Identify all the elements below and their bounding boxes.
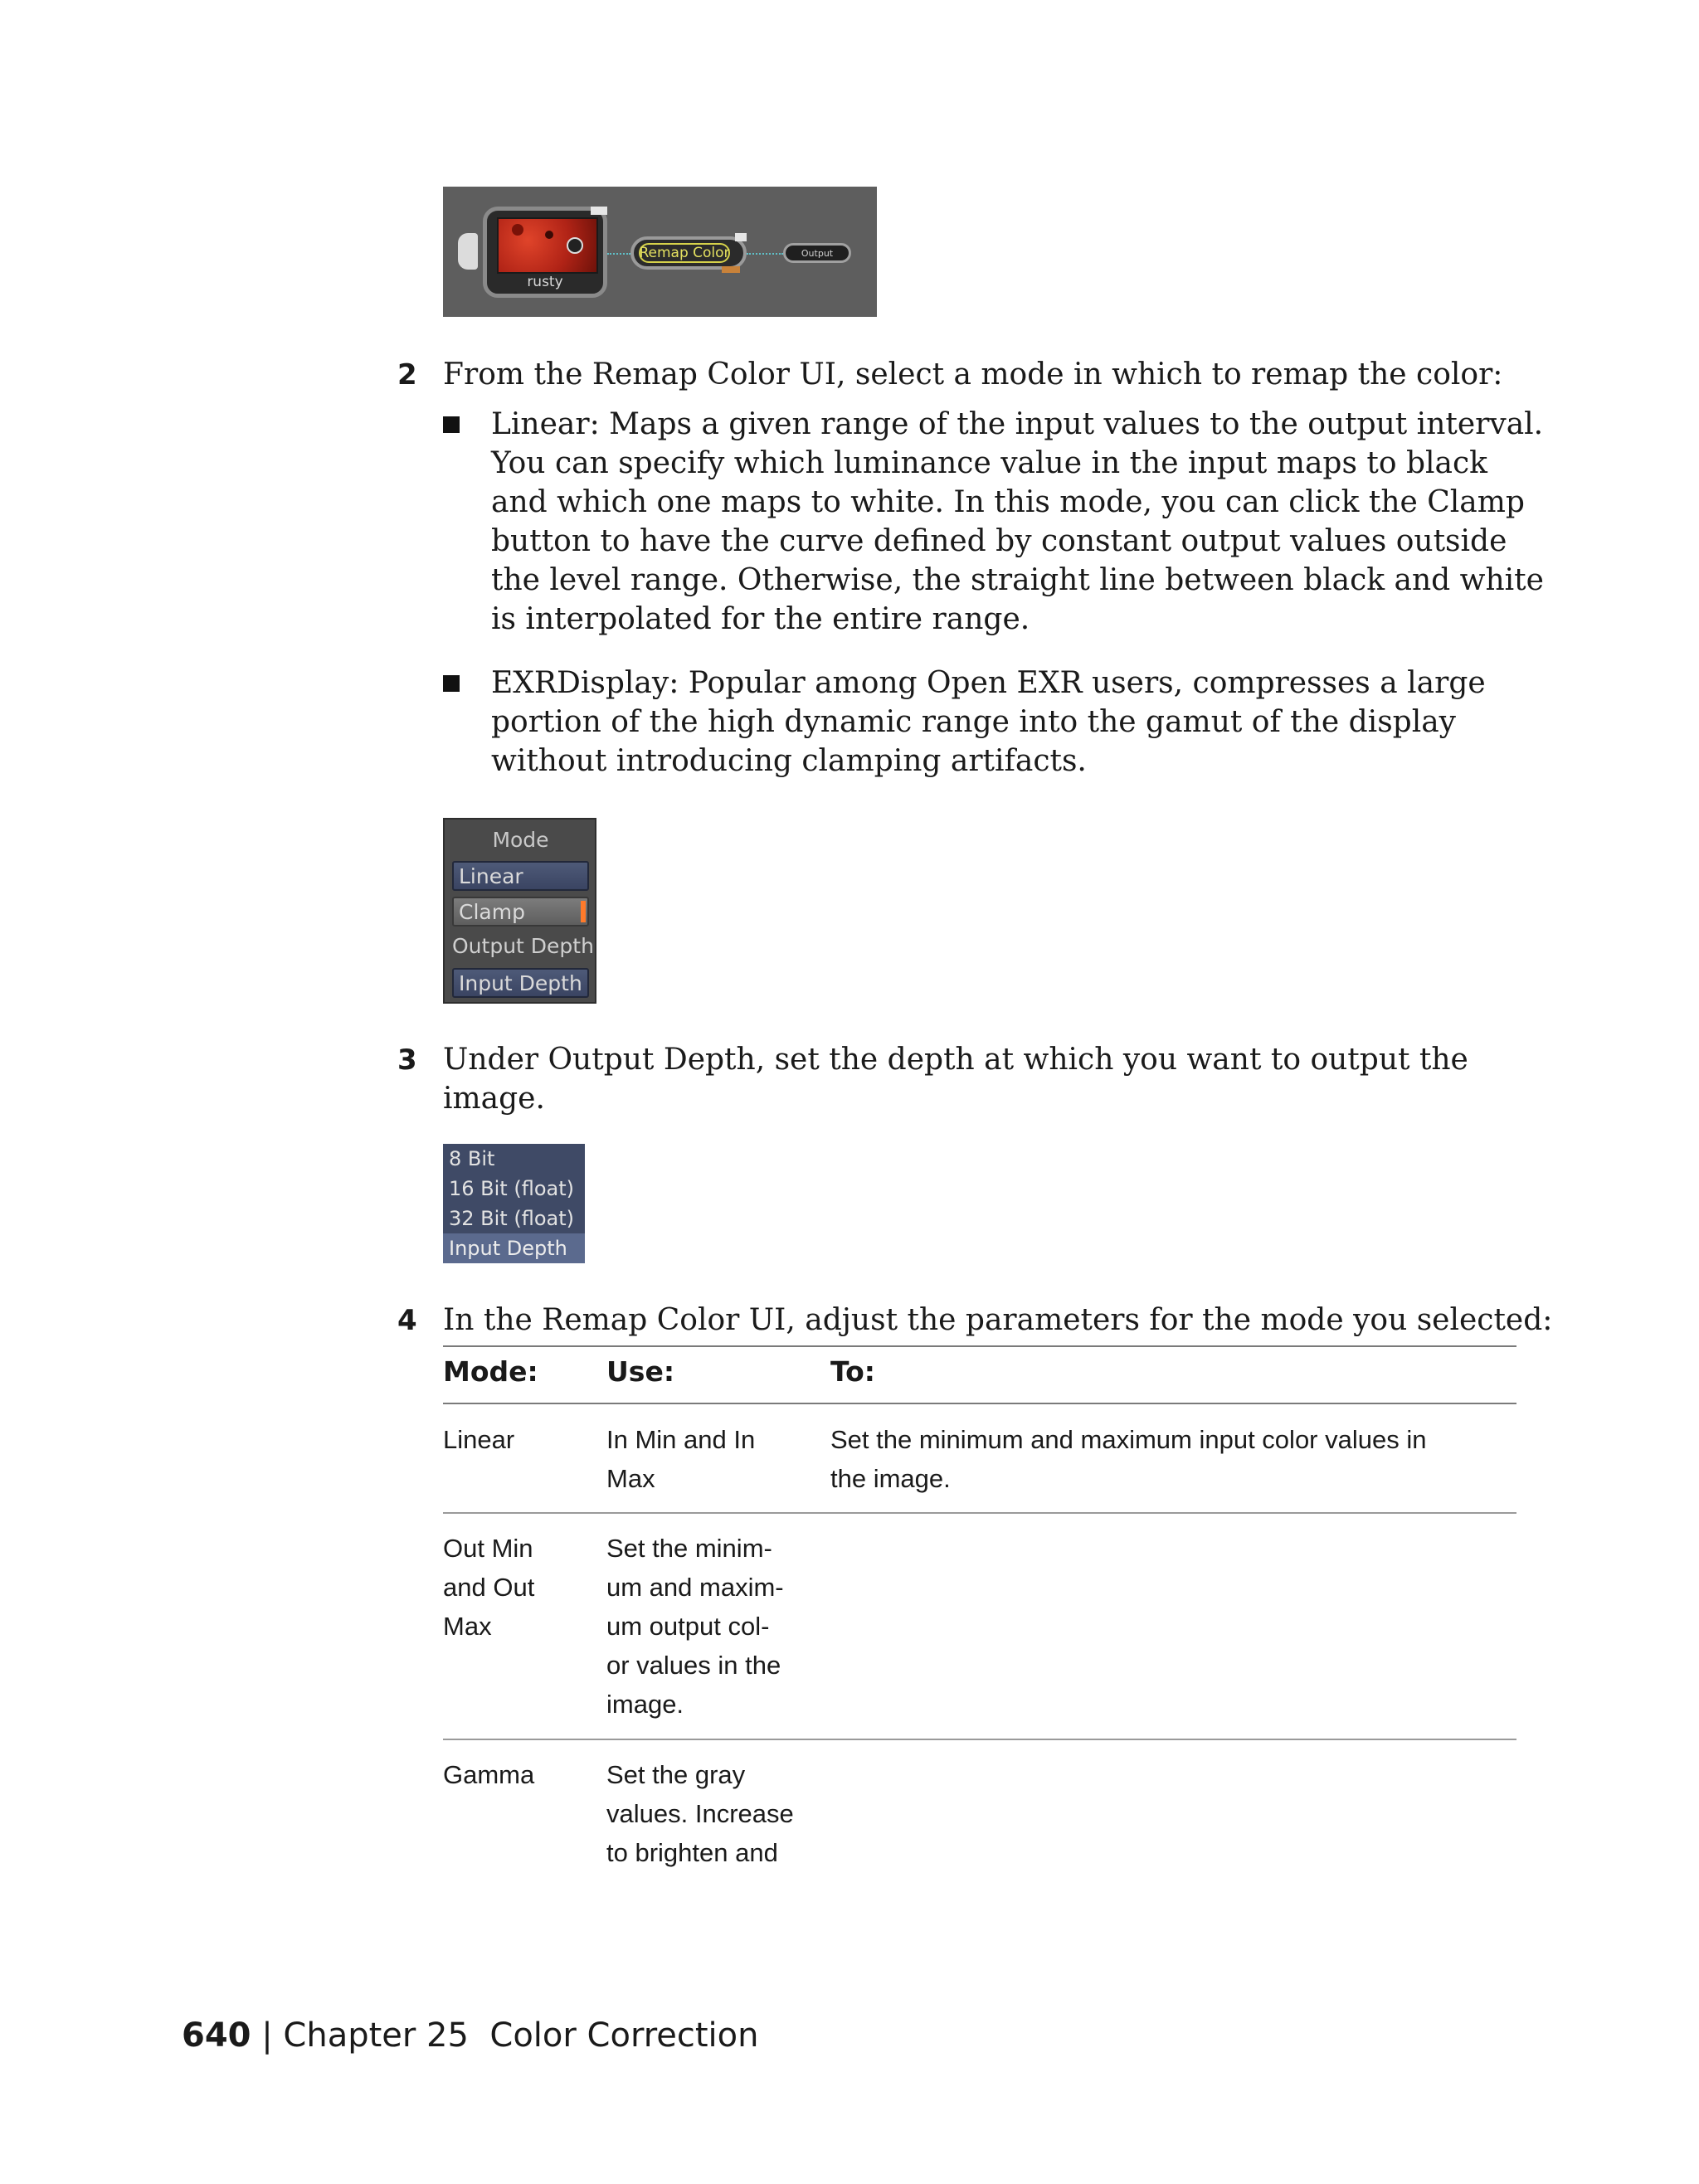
- footer-chapter: Chapter 25: [283, 2016, 469, 2055]
- table-rule-row: [443, 1739, 1516, 1740]
- depth-option-16bit[interactable]: 16 Bit (float): [449, 1177, 574, 1200]
- table-rule-row: [443, 1512, 1516, 1514]
- step-text: From the Remap Color UI, select a mode in which to remap the color:: [443, 358, 1503, 392]
- table-header-use: Use:: [606, 1355, 675, 1388]
- clamp-label: Clamp: [459, 900, 525, 924]
- output-node[interactable]: Output: [783, 243, 851, 263]
- remap-color-label: Remap Color: [639, 245, 730, 261]
- input-depth-button[interactable]: Input Depth: [452, 968, 589, 998]
- page-number: 640: [182, 2016, 251, 2055]
- clip-output-tab: [591, 207, 607, 215]
- remap-indicator: [722, 266, 740, 273]
- clip-input-tab: [458, 233, 478, 270]
- output-depth-list: [443, 1144, 585, 1263]
- step-number: 2: [397, 358, 417, 392]
- bullet-marker: [443, 416, 460, 433]
- bullet-text-linear: Linear: Maps a given range of the input values to the output interval. You can specify which luminance value in the input maps to black and which one maps to white. In this mode, you can click the Clamp button to have the curve defined by constant output values outside the level range. Otherwise, the straight line between black and white is interpolated for the entire range.: [491, 407, 1544, 636]
- mode-panel: [443, 818, 596, 1004]
- table-header-mode: Mode:: [443, 1355, 538, 1388]
- page-footer: [182, 2016, 759, 2055]
- step-text: In the Remap Color UI, adjust the parameters for the mode you selected:: [443, 1303, 1553, 1337]
- bullet-text-exrdisplay: EXRDisplay: Popular among Open EXR users, compresses a large portion of the high dynamic range into the gamut of the display without introducing clamping artifacts.: [491, 666, 1486, 778]
- output-depth-label: Output Depth: [452, 934, 594, 958]
- clamp-indicator: [581, 901, 586, 922]
- depth-option-32bit[interactable]: 32 Bit (float): [449, 1207, 574, 1230]
- table-rule-header: [443, 1403, 1516, 1404]
- link-line: [607, 253, 630, 255]
- mode-linear-button[interactable]: Linear: [452, 861, 589, 891]
- depth-option-input-depth[interactable]: Input Depth: [443, 1233, 585, 1263]
- table-row: Linear: [443, 1425, 515, 1454]
- table-row: Out Min and Out Max: [443, 1534, 535, 1641]
- table-row: Gamma: [443, 1760, 535, 1789]
- node-graph-screenshot: [443, 187, 877, 317]
- clip-node-rusty[interactable]: [483, 207, 607, 298]
- table-cell-to: Set the minimum and maximum input color values in the image.: [830, 1425, 1427, 1493]
- table-header-to: To:: [830, 1355, 875, 1388]
- bullet-marker: [443, 675, 460, 692]
- mode-title: Mode: [492, 828, 549, 852]
- table-cell-use: Set the gray values. Increase to brighten and: [606, 1760, 794, 1867]
- clamp-button[interactable]: [452, 897, 589, 927]
- footer-separator: |: [261, 2016, 273, 2055]
- step-number: 3: [397, 1043, 417, 1077]
- table-cell-use: In Min and In Max: [606, 1425, 756, 1493]
- table-cell-use: Set the minim- um and maxim- um output col- or values in the image.: [606, 1534, 784, 1719]
- remap-output-tab: [735, 233, 747, 241]
- link-line: [747, 253, 783, 255]
- step-text: Under Output Depth, set the depth at which you want to output the image.: [443, 1043, 1468, 1116]
- clip-thumbnail: [497, 217, 598, 274]
- remap-color-node[interactable]: [630, 236, 747, 270]
- clip-label: rusty: [527, 274, 563, 290]
- step-number: 4: [397, 1304, 417, 1337]
- table-rule-top: [443, 1345, 1516, 1347]
- footer-title: Color Correction: [489, 2016, 759, 2055]
- depth-option-8bit[interactable]: 8 Bit: [449, 1147, 495, 1170]
